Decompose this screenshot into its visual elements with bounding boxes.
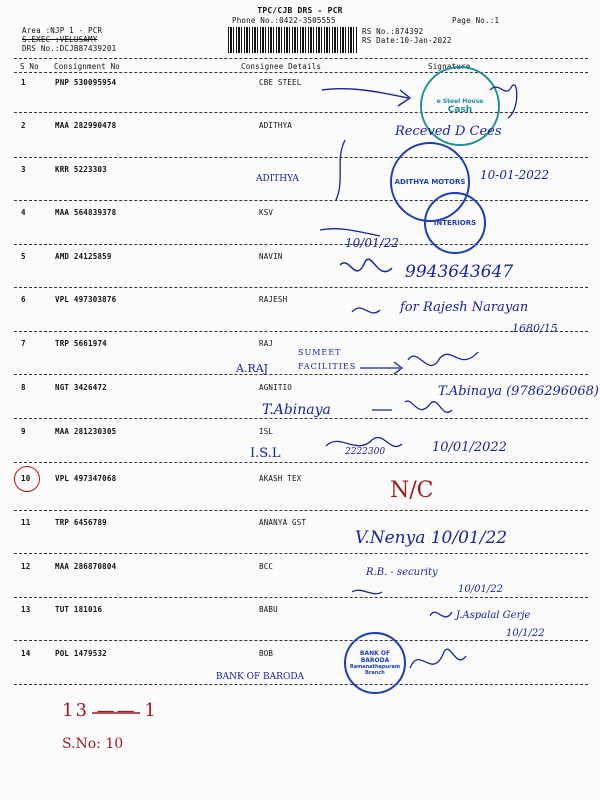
row-sno: 2 bbox=[21, 121, 26, 130]
row-sno: 12 bbox=[21, 562, 31, 571]
arrow-head bbox=[398, 90, 410, 106]
row-consignment: NGT 3426472 bbox=[55, 383, 107, 392]
row-details: AGNITIO bbox=[259, 383, 293, 392]
handwritten-text: T.Abinaya bbox=[262, 402, 331, 418]
phone-number: Phone No.:0422-3505555 bbox=[232, 16, 336, 25]
handwritten-text: Receved D Cees bbox=[395, 124, 502, 139]
handwritten-text: for Rajesh Narayan bbox=[400, 300, 529, 315]
handwritten-text: 2222300 bbox=[345, 447, 386, 457]
handwritten-text: 10/01/22 bbox=[458, 584, 503, 595]
row-consignment: PNP 530095954 bbox=[55, 78, 117, 87]
arrow-stroke bbox=[320, 229, 380, 236]
handwritten-text: R.B. - security bbox=[366, 567, 438, 578]
arrow-stroke bbox=[322, 89, 408, 98]
handwritten-text: 10-01-2022 bbox=[480, 168, 550, 182]
row-sno: 7 bbox=[21, 339, 26, 348]
handwritten-text: 13 —— 1 bbox=[62, 700, 158, 721]
row-sno: 10 bbox=[21, 474, 31, 483]
row-consignment: VPL 497303876 bbox=[55, 295, 117, 304]
handwritten-text: 10/1/22 bbox=[506, 628, 545, 639]
row-details: BABU bbox=[259, 605, 278, 614]
stamp-text: Cash bbox=[447, 104, 473, 115]
row-details: BOB bbox=[259, 649, 274, 658]
handwritten-text: 1680/15 bbox=[512, 322, 558, 335]
row-sno: 8 bbox=[21, 383, 26, 392]
row-consignment: MAA 282990478 bbox=[55, 121, 117, 130]
drs-number: DRS No.:DCJB87439201 bbox=[22, 44, 117, 53]
row-details: ANANYA GST bbox=[259, 518, 307, 527]
row-details: AKASH TEX bbox=[259, 474, 302, 483]
signature-scribble bbox=[410, 649, 466, 668]
row-details: RAJESH bbox=[259, 295, 288, 304]
bracket-stroke bbox=[336, 140, 345, 200]
staff-label: S.EXEC :VELUSAMY bbox=[22, 35, 98, 44]
handwritten-text: 10/01/22 bbox=[345, 236, 399, 250]
row-consignment: MAA 281230305 bbox=[55, 427, 117, 436]
signature-scribble bbox=[326, 438, 402, 447]
row-sno: 9 bbox=[21, 427, 26, 436]
row-consignment: TUT 181016 bbox=[55, 605, 103, 614]
column-signature: Signature bbox=[428, 62, 471, 71]
row-sno: 1 bbox=[21, 78, 26, 87]
row-details: ISL bbox=[259, 427, 274, 436]
row-consignment: AMD 24125859 bbox=[55, 252, 112, 261]
row-sno: 11 bbox=[21, 518, 31, 527]
stamp-sub-text: Ramanathapuram Branch bbox=[349, 664, 401, 676]
row-details: KSV bbox=[259, 208, 274, 217]
row-sno: 14 bbox=[21, 649, 31, 658]
page-number: Page No.:1 bbox=[452, 16, 500, 25]
stamp-text: BANK OF BARODA bbox=[359, 650, 391, 664]
area-label: Area :NJP 1 - PCR bbox=[22, 26, 103, 35]
row-sno: 5 bbox=[21, 252, 26, 261]
row-consignment: TRP 5661974 bbox=[55, 339, 107, 348]
rs-date: RS Date:10-Jan-2022 bbox=[362, 36, 452, 45]
row-details: CBE STEEL bbox=[259, 78, 302, 87]
handwritten-text: J.Aspalal Gerje bbox=[456, 610, 531, 621]
handwritten-text: SUMEET FACILITIES bbox=[298, 348, 357, 371]
column-consignment: Consignment No bbox=[54, 62, 121, 71]
handwritten-text: 10/01/2022 bbox=[432, 440, 507, 455]
stamp-text: INTERIORS bbox=[433, 219, 477, 227]
column-details: Consignee Details bbox=[241, 62, 322, 71]
handwritten-text: ADITHYA bbox=[256, 174, 299, 184]
handwritten-text: V.Nenya 10/01/22 bbox=[355, 528, 508, 548]
row-details: BCC bbox=[259, 562, 274, 571]
signature-scribble bbox=[430, 612, 452, 617]
signature-scribble bbox=[340, 259, 392, 271]
row-details: NAVIN bbox=[259, 252, 283, 261]
row-consignment: VPL 497347068 bbox=[55, 474, 117, 483]
handwritten-text: BANK OF BARODA bbox=[216, 672, 305, 682]
row-consignment: KRR 5223303 bbox=[55, 165, 107, 174]
row-sno: 13 bbox=[21, 605, 31, 614]
signature-scribble bbox=[352, 308, 380, 313]
signature-scribble bbox=[405, 401, 452, 412]
row-details: RAJ bbox=[259, 339, 274, 348]
handwritten-text: T.Abinaya (9786296068) bbox=[438, 384, 599, 399]
signature-scribble bbox=[490, 85, 517, 118]
row-consignment: MAA 564839378 bbox=[55, 208, 117, 217]
signature-scribble bbox=[408, 352, 478, 365]
stamp-text: ADITHYA MOTORS bbox=[394, 178, 466, 186]
column-sno: S No bbox=[20, 62, 39, 71]
document-title: TPC/CJB DRS - PCR bbox=[257, 6, 343, 15]
row-sno: 3 bbox=[21, 165, 26, 174]
handwritten-text: I.S.L bbox=[250, 446, 281, 461]
row-consignment: TRP 6456789 bbox=[55, 518, 107, 527]
row-sno: 4 bbox=[21, 208, 26, 217]
row-consignment: POL 1479532 bbox=[55, 649, 107, 658]
handwritten-text: A.RAJ bbox=[236, 362, 269, 375]
row-sno: 6 bbox=[21, 295, 26, 304]
handwritten-text: N/C bbox=[390, 478, 434, 503]
signature-scribble bbox=[352, 590, 382, 593]
row-details: ADITHYA bbox=[259, 121, 293, 130]
rs-number: RS No.:874392 bbox=[362, 27, 424, 36]
stamp-ring-text: e Steel House bbox=[436, 97, 484, 105]
handwritten-text: S.No: 10 bbox=[62, 736, 124, 752]
handwritten-text: 9943643647 bbox=[405, 262, 514, 282]
row-consignment: MAA 286870804 bbox=[55, 562, 117, 571]
